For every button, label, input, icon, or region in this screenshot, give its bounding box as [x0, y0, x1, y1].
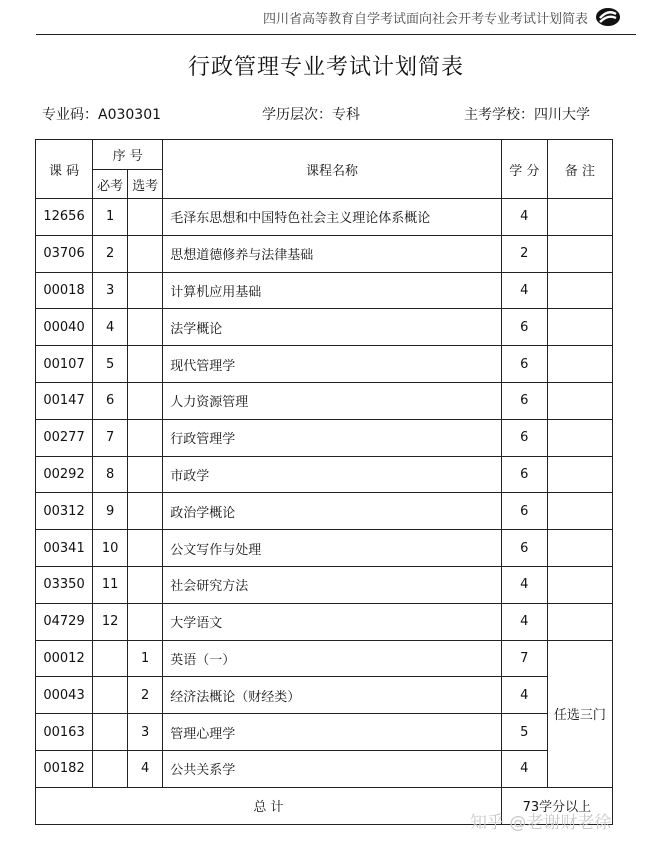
- elective-note-cell: 任选三门: [547, 640, 612, 787]
- note-cell: [547, 382, 612, 419]
- required-seq-cell: 6: [93, 382, 128, 419]
- table-row: [36, 603, 613, 640]
- course-name-cell: 公文写作与处理: [163, 530, 502, 567]
- table-row: [36, 714, 613, 751]
- publisher-logo-icon: [594, 3, 622, 31]
- course-code-cell: 04729: [36, 603, 93, 640]
- course-name-cell: 经济法概论（财经类）: [163, 677, 502, 714]
- course-code-cell: 00277: [36, 419, 93, 456]
- course-code-cell: 03706: [36, 235, 93, 272]
- table-row: [36, 346, 613, 383]
- required-seq-cell: [93, 640, 128, 677]
- table-row: [36, 750, 613, 787]
- note-cell: [547, 419, 612, 456]
- examining-school: 主考学校：四川大学: [464, 107, 590, 123]
- optional-seq-cell: [128, 382, 163, 419]
- course-name-cell: 计算机应用基础: [163, 272, 502, 309]
- table-row: [36, 382, 613, 419]
- page-header: [36, 0, 636, 35]
- required-seq-cell: 8: [93, 456, 128, 493]
- credit-cell: 6: [501, 419, 547, 456]
- table-row: [36, 456, 613, 493]
- header-text: 四川省高等教育自学考试面向社会开考专业考试计划简表: [262, 12, 588, 27]
- document-title: 行政管理专业考试计划简表: [187, 55, 464, 80]
- required-seq-cell: 10: [93, 530, 128, 567]
- note-cell: [547, 456, 612, 493]
- major-code: 专业码：A030301: [42, 107, 162, 123]
- header-course-code: 课 码: [36, 140, 93, 199]
- required-seq-cell: [93, 677, 128, 714]
- note-cell: [547, 309, 612, 346]
- course-name-cell: 英语（一）: [163, 640, 502, 677]
- course-code-cell: 00043: [36, 677, 93, 714]
- header-credit: 学 分: [501, 140, 547, 199]
- credit-cell: 6: [501, 309, 547, 346]
- optional-seq-cell: [128, 603, 163, 640]
- required-seq-cell: [93, 714, 128, 751]
- course-name-cell: 思想道德修养与法律基础: [163, 235, 502, 272]
- required-seq-cell: 5: [93, 346, 128, 383]
- course-code-cell: 00341: [36, 530, 93, 567]
- note-cell: [547, 603, 612, 640]
- course-name-cell: 公共关系学: [163, 750, 502, 787]
- optional-seq-cell: [128, 346, 163, 383]
- optional-seq-cell: [128, 235, 163, 272]
- credit-cell: 4: [501, 566, 547, 603]
- course-code-cell: 00107: [36, 346, 93, 383]
- credit-cell: 6: [501, 493, 547, 530]
- course-code-cell: 00018: [36, 272, 93, 309]
- header-required: 必考: [93, 170, 128, 199]
- table-row: [36, 640, 613, 677]
- course-name-cell: 市政学: [163, 456, 502, 493]
- course-code-cell: 00147: [36, 382, 93, 419]
- credit-cell: 4: [501, 750, 547, 787]
- note-cell: [547, 272, 612, 309]
- course-name-cell: 大学语文: [163, 603, 502, 640]
- table-row: [36, 530, 613, 567]
- optional-seq-cell: [128, 419, 163, 456]
- credit-cell: 2: [501, 235, 547, 272]
- course-name-cell: 人力资源管理: [163, 382, 502, 419]
- required-seq-cell: 12: [93, 603, 128, 640]
- header-sequence: 序 号: [93, 140, 163, 170]
- table-row: [36, 309, 613, 346]
- note-cell: [547, 199, 612, 236]
- credit-cell: 4: [501, 199, 547, 236]
- course-name-cell: 政治学概论: [163, 493, 502, 530]
- education-level: 学历层次：专科: [262, 107, 360, 123]
- required-seq-cell: 7: [93, 419, 128, 456]
- note-cell: [547, 346, 612, 383]
- required-seq-cell: 2: [93, 235, 128, 272]
- required-seq-cell: 1: [93, 199, 128, 236]
- optional-seq-cell: [128, 530, 163, 567]
- table-row: [36, 235, 613, 272]
- course-name-cell: 行政管理学: [163, 419, 502, 456]
- header-note: 备 注: [547, 140, 612, 199]
- course-code-cell: 00292: [36, 456, 93, 493]
- table-row: [36, 493, 613, 530]
- course-name-cell: 毛泽东思想和中国特色社会主义理论体系概论: [163, 199, 502, 236]
- header-optional: 选考: [128, 170, 163, 199]
- credit-cell: 4: [501, 677, 547, 714]
- optional-seq-cell: 1: [128, 640, 163, 677]
- optional-seq-cell: 3: [128, 714, 163, 751]
- total-credits: 73学分以上: [501, 787, 612, 824]
- required-seq-cell: [93, 750, 128, 787]
- optional-seq-cell: [128, 199, 163, 236]
- required-seq-cell: 11: [93, 566, 128, 603]
- credit-cell: 6: [501, 382, 547, 419]
- exam-plan-table: [35, 139, 613, 825]
- optional-seq-cell: 2: [128, 677, 163, 714]
- optional-seq-cell: [128, 566, 163, 603]
- course-name-cell: 现代管理学: [163, 346, 502, 383]
- table-row: [36, 419, 613, 456]
- note-cell: [547, 566, 612, 603]
- course-name-cell: 社会研究方法: [163, 566, 502, 603]
- required-seq-cell: 9: [93, 493, 128, 530]
- course-name-cell: 管理心理学: [163, 714, 502, 751]
- total-label: 总 计: [36, 787, 502, 824]
- course-code-cell: 12656: [36, 199, 93, 236]
- course-name-cell: 法学概论: [163, 309, 502, 346]
- credit-cell: 6: [501, 346, 547, 383]
- credit-cell: 6: [501, 530, 547, 567]
- credit-cell: 4: [501, 272, 547, 309]
- credit-cell: 6: [501, 456, 547, 493]
- table-row: [36, 272, 613, 309]
- optional-seq-cell: [128, 309, 163, 346]
- course-code-cell: 03350: [36, 566, 93, 603]
- table-row: [36, 199, 613, 236]
- credit-cell: 5: [501, 714, 547, 751]
- note-cell: [547, 493, 612, 530]
- optional-seq-cell: [128, 456, 163, 493]
- table-row: [36, 566, 613, 603]
- optional-seq-cell: 4: [128, 750, 163, 787]
- header-course-name: 课程名称: [163, 140, 502, 199]
- credit-cell: 4: [501, 603, 547, 640]
- course-code-cell: 00163: [36, 714, 93, 751]
- watermark: 知乎 @老谢财老徐: [470, 813, 612, 833]
- note-cell: [547, 235, 612, 272]
- optional-seq-cell: [128, 493, 163, 530]
- required-seq-cell: 4: [93, 309, 128, 346]
- optional-seq-cell: [128, 272, 163, 309]
- table-row: [36, 677, 613, 714]
- note-cell: [547, 530, 612, 567]
- course-code-cell: 00182: [36, 750, 93, 787]
- credit-cell: 7: [501, 640, 547, 677]
- required-seq-cell: 3: [93, 272, 128, 309]
- course-code-cell: 00312: [36, 493, 93, 530]
- course-code-cell: 00040: [36, 309, 93, 346]
- course-code-cell: 00012: [36, 640, 93, 677]
